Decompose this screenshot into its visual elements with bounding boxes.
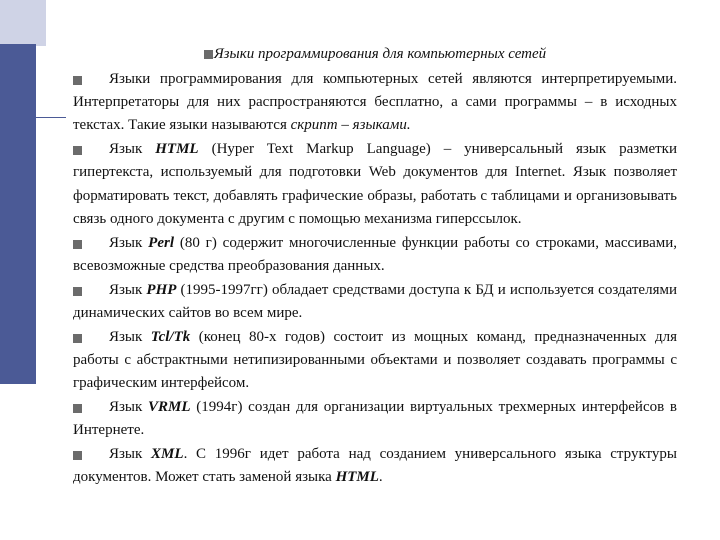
bullet-paragraph [73,443,677,489]
bullet-icon [73,287,82,296]
paragraph-text: Язык [109,398,149,415]
paragraph-text: Языки программирования для компьютерных сетей являются интерпретируемыми. Интерпретаторы для них распространяются бесплатно, а сами программы – в исходных текстах. Такие языки называются [73,71,677,134]
paragraph-text: (Hyper Text Markup Language) – универсальный язык разметки гипертекста, используемый для подготовки Web документов для Internet. Язык позволяет форматировать текст, добавлять графические образы, работать с таблицами и организовывать связь одного документа с другим с помощью механизма гиперссылок. [73,141,677,227]
decorative-line [30,117,66,118]
slide-title: Языки программирования для компьютерных сетей [213,46,547,62]
bullet-icon [73,240,82,249]
emphasized-text: Perl [148,234,174,251]
paragraph-text: (80 г) содержит многочисленные функции работы со строками, массивами, всевозможные средства преобразования данных. [73,234,678,274]
bullet-icon [73,451,82,460]
bullet-icon [73,334,82,343]
emphasized-text: Tcl/Tk [150,328,191,345]
bullet-icon [73,76,82,85]
paragraph-text: Язык [109,234,149,251]
emphasized-text: VRML [148,398,191,415]
paragraph-text: Язык [109,281,147,298]
emphasized-text: HTML [335,469,379,486]
slide-content [73,42,677,490]
paragraph-text: (1995-1997гг) обладает средствами доступа к БД и используется создателями динамических сайтов во всем мире. [73,281,677,321]
bullet-paragraph [73,138,677,231]
emphasized-text: XML [151,445,184,462]
bullet-paragraph [73,232,677,278]
paragraph-text: (конец 80-х годов) состоит из мощных команд, предназначенных для работы с абстрактными нетипизированными объектами и позволяет создавать программы с графическим интерфейсом. [73,328,677,392]
paragraph-list [73,68,677,489]
bullet-icon [204,50,213,59]
paragraph-text: Язык [109,141,156,158]
paragraph-text: Язык [109,445,152,462]
paragraph-text: Язык [109,328,151,345]
emphasized-text: HTML [155,141,199,158]
bullet-paragraph [73,279,677,325]
bullet-paragraph [73,326,677,396]
bullet-icon [73,404,82,413]
slide-title-row [73,42,677,66]
paragraph-text: (1994г) создан для организации виртуальных трехмерных интерфейсов в Интернете. [73,398,678,439]
emphasized-text: PHP [146,281,177,298]
paragraph-text: . С 1996г идет работа над созданием универсального языка структуры документов. Может стать заменой языка [73,445,677,486]
emphasized-text: скрипт – языками. [290,117,411,134]
decorative-block [0,0,46,46]
bullet-paragraph [73,68,677,138]
decorative-side-bar [0,44,36,384]
bullet-paragraph [73,396,677,442]
bullet-icon [73,146,82,155]
paragraph-text: . [378,469,383,486]
